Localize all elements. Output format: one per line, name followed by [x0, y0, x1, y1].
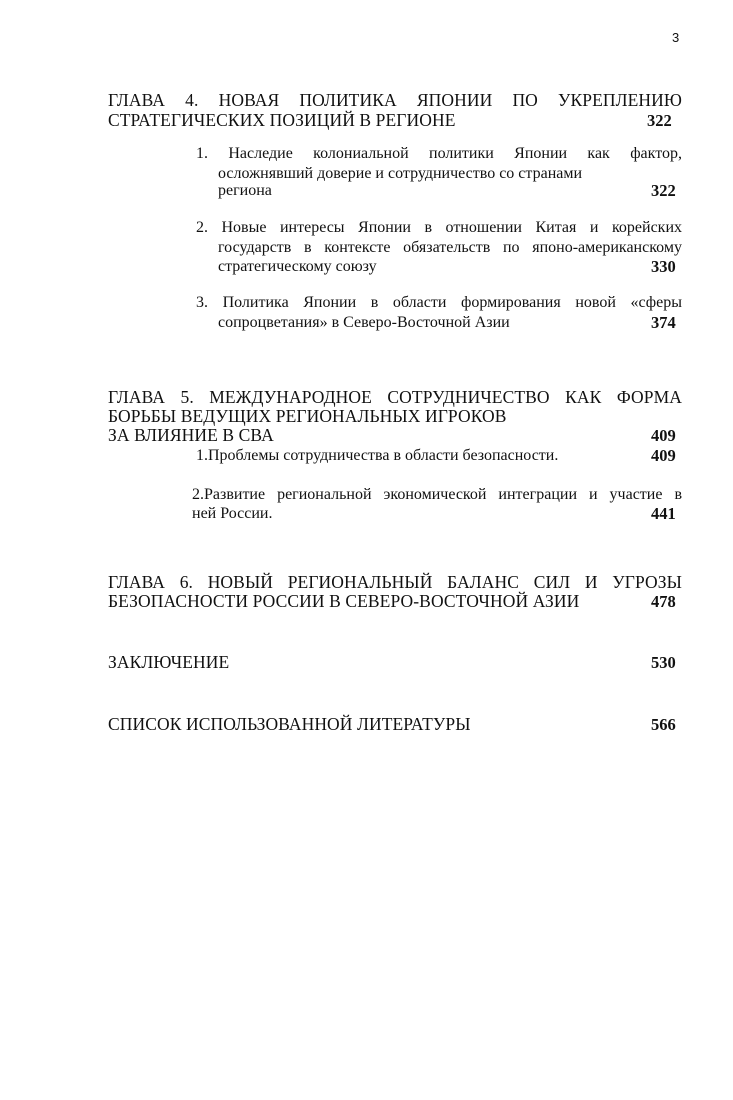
item-text-line-2: ней России.: [192, 505, 273, 522]
item-text-line-1: 1.Проблемы сотрудничества в области безопасности.: [196, 447, 559, 464]
chapter-4-page: 322: [647, 111, 672, 130]
page-number: 3: [672, 30, 680, 45]
item-text-line-3: региона: [218, 182, 272, 199]
item-text-line-2: осложнявший доверие и сотрудничество со странами: [218, 165, 583, 182]
chapter-6-page: 478: [651, 592, 676, 611]
item-text-line-1: 2. Новые интересы Японии в отношении Китая и корейских: [196, 219, 682, 236]
conclusion-page: 530: [651, 653, 676, 672]
item-text-line-3: стратегическому союзу: [218, 258, 377, 275]
item-text-line-1: 3. Политика Японии в области формирования новой «сферы: [196, 294, 682, 311]
bibliography-page: 566: [651, 715, 676, 734]
item-text-line-2: государств в контексте обязательств по японо-американскому: [218, 239, 682, 256]
chapter-6-title-line-2: БЕЗОПАСНОСТИ РОССИИ В СЕВЕРО-ВОСТОЧНОЙ АЗИИ: [108, 591, 580, 611]
bibliography-title: СПИСОК ИСПОЛЬЗОВАННОЙ ЛИТЕРАТУРЫ: [108, 714, 471, 734]
conclusion-title: ЗАКЛЮЧЕНИЕ: [108, 652, 230, 672]
chapter-5-page: 409: [651, 426, 676, 445]
item-page: 322: [651, 181, 676, 200]
item-page: 441: [651, 504, 676, 523]
chapter-4-title-line-2: СТРАТЕГИЧЕСКИХ ПОЗИЦИЙ В РЕГИОНЕ: [108, 110, 456, 130]
item-page: 374: [651, 313, 676, 332]
item-page: 330: [651, 257, 676, 276]
chapter-5-title-line-3: ЗА ВЛИЯНИЕ В СВА: [108, 425, 274, 445]
item-text-line-1: 1. Наследие колониальной политики Японии как фактор,: [196, 145, 682, 162]
item-page: 409: [651, 446, 676, 465]
chapter-5-title-line-2: БОРЬБЫ ВЕДУЩИХ РЕГИОНАЛЬНЫХ ИГРОКОВ: [108, 406, 507, 426]
chapter-4-title-line-1: ГЛАВА 4. НОВАЯ ПОЛИТИКА ЯПОНИИ ПО УКРЕПЛЕНИЮ: [108, 90, 682, 110]
chapter-5-title-line-1: ГЛАВА 5. МЕЖДУНАРОДНОЕ СОТРУДНИЧЕСТВО КАК ФОРМА: [108, 387, 682, 407]
item-text-line-1: 2.Развитие региональной экономической интеграции и участие в: [192, 486, 682, 503]
item-text-line-2: сопроцветания» в Северо-Восточной Азии: [218, 314, 510, 331]
chapter-6-title-line-1: ГЛАВА 6. НОВЫЙ РЕГИОНАЛЬНЫЙ БАЛАНС СИЛ И УГРОЗЫ: [108, 572, 682, 592]
